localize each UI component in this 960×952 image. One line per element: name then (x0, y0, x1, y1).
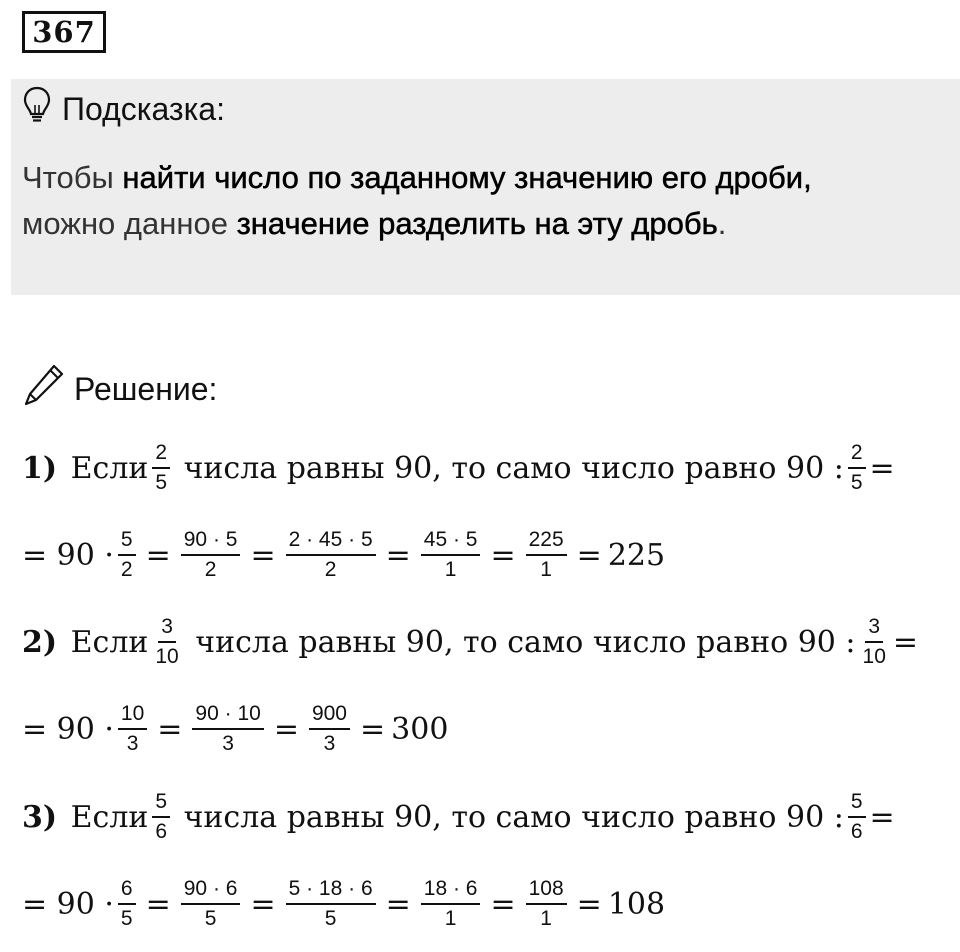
solution-header (22, 363, 217, 415)
fraction: $\frac{90 \cdot 6}{5}$ (181, 877, 241, 931)
solution-title: Решение: (74, 370, 218, 407)
lightbulb-icon (22, 85, 52, 133)
fraction: $\frac{5 \cdot 18 \cdot 6}{5}$ (286, 877, 376, 931)
hint-text-line-2: можно данное значение разделить на эту дробь. (22, 206, 727, 241)
fraction: $\frac{5}{6}$ (152, 790, 170, 844)
hint-title: Подсказка: (62, 90, 225, 127)
fraction: $\frac{900}{3}$ (309, 702, 350, 756)
part-2-statement: 2) Если $\frac{3}{10}$ числа равны 90, то само число равно 90 : $\frac{3}{10}$ = (22, 614, 919, 668)
fraction: $\frac{45 \cdot 5}{1}$ (421, 528, 481, 582)
fraction: $\frac{90 \cdot 5}{2}$ (181, 528, 241, 582)
fraction: $\frac{108}{1}$ (526, 877, 567, 931)
fraction: $\frac{10}{3}$ (118, 702, 147, 756)
fraction: $\frac{2}{5}$ (152, 441, 170, 495)
fraction: $\frac{90 \cdot 10}{3}$ (192, 702, 263, 756)
fraction: $\frac{2 \cdot 45 \cdot 5}{2}$ (286, 528, 376, 582)
part-3-calculation: = 90 · $\frac{6}{5}$ = $\frac{90 \cdot 6}{5}$ = $\frac{5 \cdot 18 \cdot 6}{5}$ = $\frac{18 \cdot 6}{1}$ = $\frac{108}{1}$ = 108 (22, 876, 666, 930)
result: 300 (391, 711, 449, 747)
fraction: $\frac{18 \cdot 6}{1}$ (421, 877, 481, 931)
part-1-statement: 1) Если $\frac{2}{5}$ числа равны 90, то само число равно 90 : $\frac{2}{5}$ = (22, 440, 895, 494)
fraction: $\frac{2}{5}$ (848, 441, 866, 495)
result: 225 (607, 537, 666, 573)
fraction: $\frac{5}{2}$ (118, 528, 136, 582)
result: 108 (607, 886, 666, 922)
hint-text-line-1: Чтобы найти число по заданному значению его дроби, (22, 160, 812, 195)
pencil-icon (22, 362, 66, 416)
part-2-calculation: = 90 · $\frac{10}{3}$ = $\frac{90 \cdot 10}{3}$ = $\frac{900}{3}$ = 300 (22, 701, 449, 755)
part-3-statement: 3) Если $\frac{5}{6}$ числа равны 90, то само число равно 90 : $\frac{5}{6}$ = (22, 789, 895, 843)
fraction: $\frac{225}{1}$ (526, 528, 567, 582)
task-number: 367 (22, 11, 106, 53)
part-1-calculation: = 90 · $\frac{5}{2}$ = $\frac{90 \cdot 5}{2}$ = $\frac{2 \cdot 45 \cdot 5}{2}$ = $\frac{45 \cdot 5}{1}$ = $\frac{225}{1}$ = 225 (22, 527, 666, 581)
fraction: $\frac{5}{6}$ (848, 790, 866, 844)
hint-header (22, 88, 225, 130)
fraction: $\frac{3}{10}$ (862, 614, 886, 668)
fraction: $\frac{6}{5}$ (118, 877, 136, 931)
fraction: $\frac{3}{10}$ (155, 614, 179, 668)
